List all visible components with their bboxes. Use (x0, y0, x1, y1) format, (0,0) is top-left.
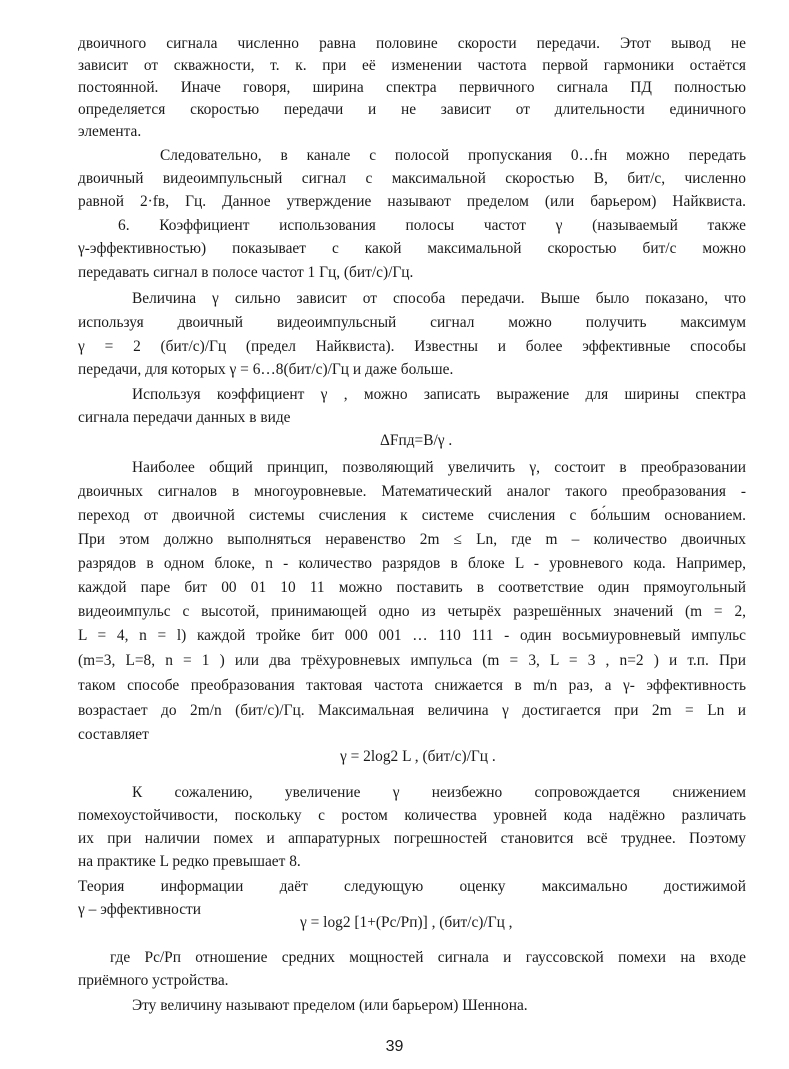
text-line: передавать сигнал в полосе частот 1 Гц, (бит/с)/Гц. (78, 264, 414, 281)
text-line: При этом должно выполняться неравенство 2m ≤ Ln, где m – количество двоичных (78, 531, 746, 548)
text-line: К сожалению, увеличение γ неизбежно сопровождается снижением (132, 784, 746, 801)
text-line: переход от двоичной системы счисления к системе счисления с бо́льшим основанием. (78, 507, 746, 524)
text-line: зависит от скважности, т. к. при её изменении частота первой гармоники остаётся (78, 57, 746, 74)
text-line: Наиболее общий принцип, позволяющий увеличить γ, состоит в преобразовании (132, 459, 746, 476)
text-line: Величина γ сильно зависит от способа передачи. Выше было показано, что (132, 290, 746, 307)
text-line: γ – эффективности (78, 901, 202, 918)
formula: γ = log2 [1+(Pс/Pп)] , (бит/с)/Гц , (300, 914, 513, 931)
text-line: γ-эффективностью) показывает с какой максимальной скоростью бит/с можно (78, 240, 746, 257)
text-line: их при наличии помех и аппаратурных погрешностей становится всё труднее. Поэтому (78, 830, 746, 847)
text-line: приёмного устройства. (78, 972, 229, 989)
text-line: на практике L редко превышает 8. (78, 853, 301, 870)
text-line: (m=3, L=8, n = 1 ) или два трёхуровневых импульса (m = 3, L = 3 , n=2 ) и т.п. При (78, 652, 746, 669)
text-line: составляет (78, 726, 149, 743)
text-line: двоичный видеоимпульсный сигнал с максимальной скоростью В, бит/с, численно (78, 170, 746, 187)
text-line: используя двоичный видеоимпульсный сигнал можно получить максимум (78, 314, 746, 331)
text-line: видеоимпульс с высотой, принимающей одно из четырёх разрешённых значений (m = 2, (78, 603, 746, 620)
text-line: передачи, для которых γ = 6…8(бит/с)/Гц и даже больше. (78, 361, 454, 378)
formula: γ = 2log2 L , (бит/с)/Гц . (340, 748, 496, 765)
text-line: каждой паре бит 00 01 10 11 можно поставить в соответствие один прямоугольный (78, 579, 746, 596)
text-line: разрядов в одном блоке, n - количество разрядов в блоке L - уровневого кода. Например, (78, 555, 746, 572)
text-line: L = 4, n = l) каждой тройке бит 000 001 … 110 111 - один восьмиуровневый импульс (78, 627, 746, 644)
text-line: Следовательно, в канале с полосой пропускания 0…fн можно передать (160, 147, 746, 164)
text-line: сигнала передачи данных в виде (78, 409, 291, 426)
text-line: γ = 2 (бит/с)/Гц (предел Найквиста). Известны и более эффективные способы (78, 338, 746, 355)
text-line: возрастает до 2m/n (бит/с)/Гц. Максимальная величина γ достигается при 2m = Ln и (78, 702, 746, 719)
text-line: определяется скоростью передачи и не зависит от длительности единичного (78, 101, 746, 118)
text-line: таком способе преобразования тактовая частота снижается в m/n раз, а γ- эффективность (78, 677, 746, 694)
text-line: Эту величину называют пределом (или барьером) Шеннона. (132, 997, 528, 1014)
text-line: Теория информации даёт следующую оценку максимально достижимой (78, 878, 746, 895)
text-line: 6. Коэффициент использования полосы частот γ (называемый также (118, 217, 746, 234)
text-line: постоянной. Иначе говоря, ширина спектра первичного сигнала ПД полностью (78, 79, 746, 96)
text-line: где Pс/Pп отношение средних мощностей сигнала и гауссовской помехи на входе (110, 949, 746, 966)
text-line: помехоустойчивости, поскольку с ростом количества уровней кода надёжно различать (78, 807, 746, 824)
page-number: 39 (385, 1038, 404, 1055)
text-line: двоичного сигнала численно равна половине скорости передачи. Этот вывод не (78, 35, 746, 52)
text-line: элемента. (78, 123, 142, 140)
text-line: равной 2·fв, Гц. Данное утверждение называют пределом (или барьером) Найквиста. (78, 193, 746, 210)
formula: ΔFпд=B/γ . (380, 432, 453, 449)
text-line: двоичных сигналов в многоуровневые. Математический аналог такого преобразования - (78, 483, 746, 500)
text-line: Используя коэффициент γ , можно записать выражение для ширины спектра (132, 386, 746, 403)
